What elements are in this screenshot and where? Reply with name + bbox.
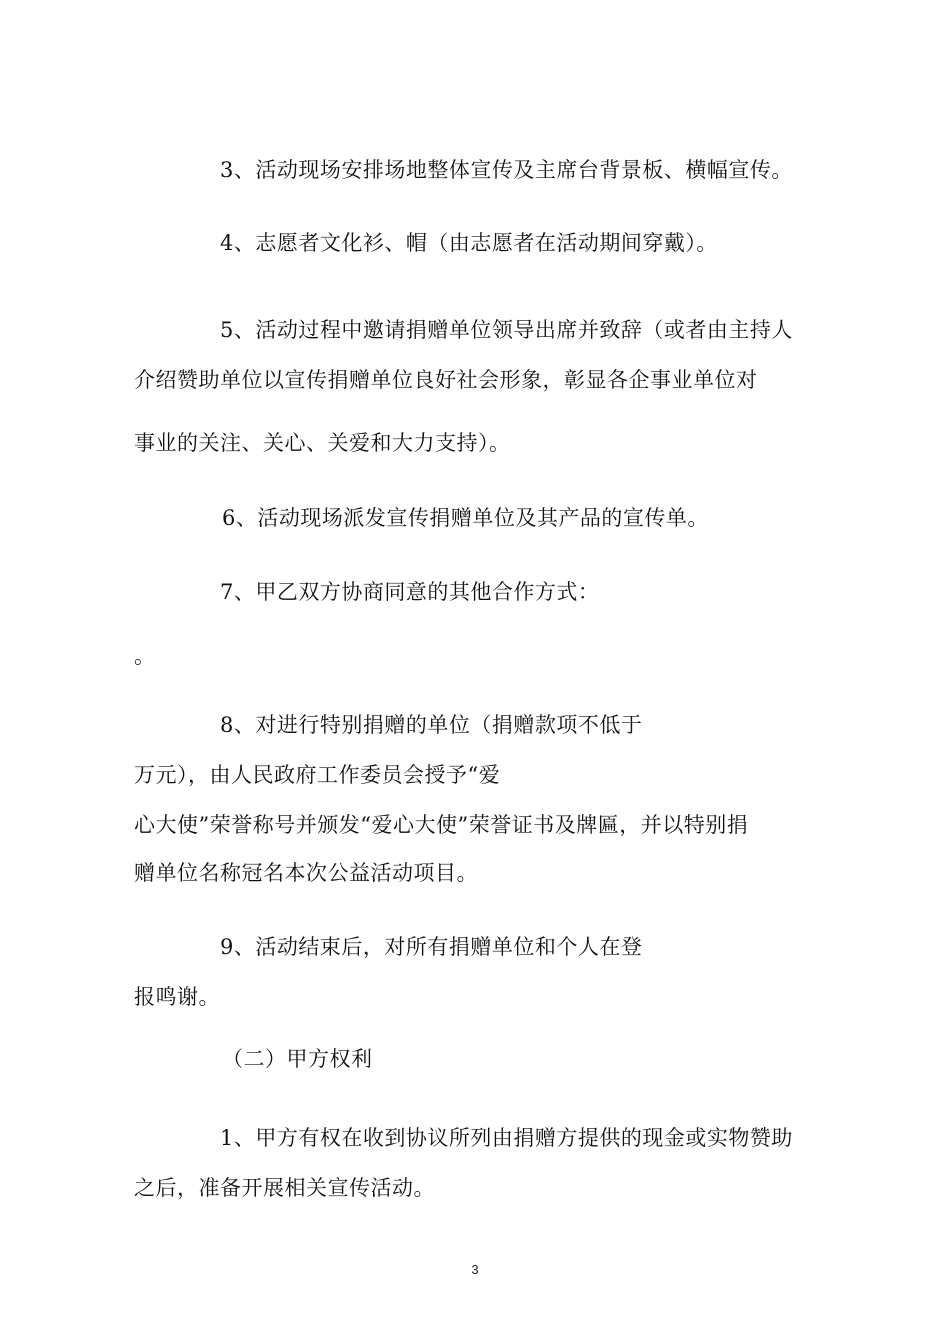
item-8-line-1: 8、对进行特别捐赠的单位（捐赠款项不低于: [220, 713, 643, 737]
page-number: 3: [471, 1262, 479, 1277]
item-9-line-1: 9、活动结束后，对所有捐赠单位和个人在登: [220, 935, 643, 959]
item-5-line-2: 介绍赞助单位以宣传捐赠单位良好社会形象，彰显各企事业单位对: [134, 368, 758, 392]
item-7-text: 7、甲乙双方协商同意的其他合作方式：: [220, 580, 600, 604]
item-4-text: 4、志愿者文化衫、帽（由志愿者在活动期间穿戴）。: [220, 231, 718, 255]
item-7-continuation: 。: [134, 644, 156, 668]
item-5-line-3: 事业的关注、关心、关爱和大力支持）。: [134, 431, 511, 455]
item-8-line-4: 赠单位名称冠名本次公益活动项目。: [134, 861, 478, 885]
item-9-line-2: 报鸣谢。: [134, 985, 220, 1009]
right-1-line-1: 1、甲方有权在收到协议所列由捐赠方提供的现金或实物赞助: [220, 1126, 793, 1150]
item-3-text: 3、活动现场安排场地整体宣传及主席台背景板、横幅宣传。: [220, 158, 793, 182]
item-5-line-1: 5、活动过程中邀请捐赠单位领导出席并致辞（或者由主持人: [220, 318, 793, 342]
right-1-line-2: 之后，准备开展相关宣传活动。: [134, 1176, 435, 1200]
section-heading: （二）甲方权利: [222, 1047, 373, 1071]
item-8-line-3: 心大使”荣誉称号并颁发“爱心大使”荣誉证书及牌匾，并以特别捐: [134, 813, 749, 837]
item-8-line-2: 万元），由人民政府工作委员会授予“爱: [134, 763, 501, 787]
item-6-text: 6、活动现场派发宣传捐赠单位及其产品的宣传单。: [222, 506, 709, 530]
